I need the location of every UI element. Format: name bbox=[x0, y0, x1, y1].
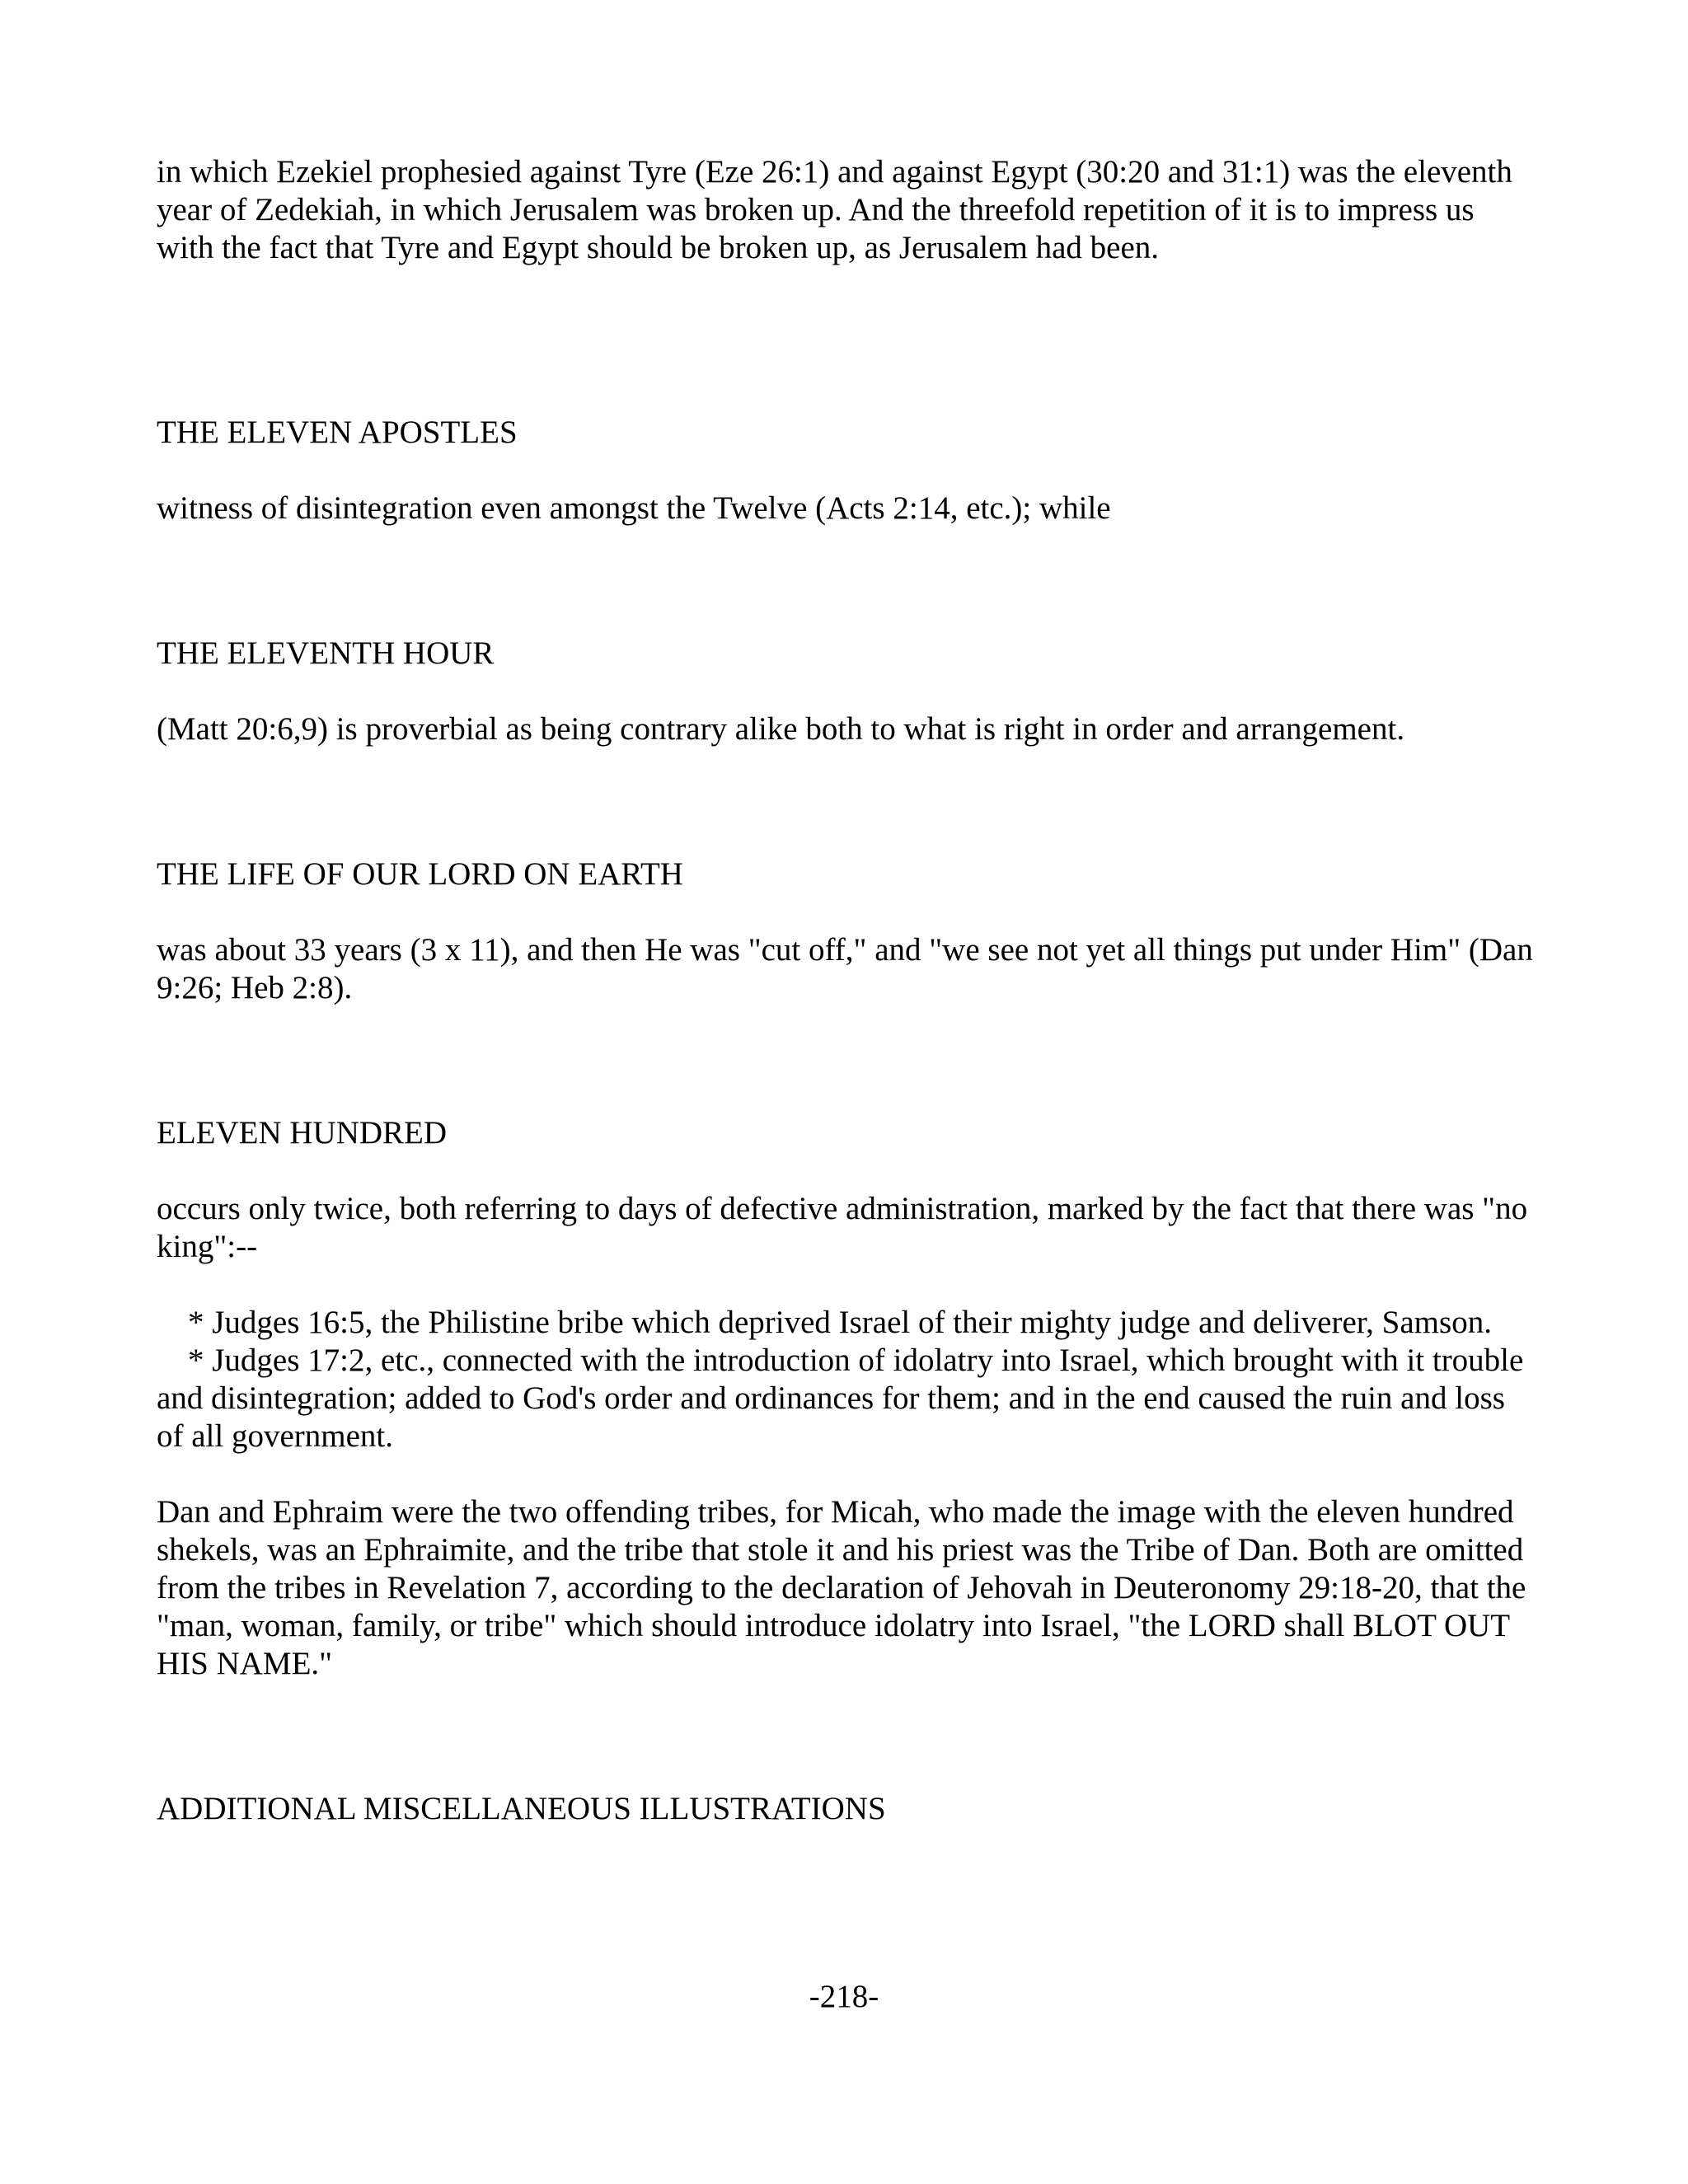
page-number: -218- bbox=[809, 1979, 879, 2014]
list-item-judges-17: * Judges 17:2, etc., connected with the introduction of idolatry into Israel, which brought with it trouble and disintegration; added to God's order and ordinances for them; and in the end caused the ruin and loss of all government. bbox=[157, 1343, 1524, 1454]
section-body-eleventh-hour: (Matt 20:6,9) is proverbial as being contrary alike both to what is right in order and arrangement. bbox=[157, 711, 1405, 747]
section-heading-additional-illustrations: ADDITIONAL MISCELLANEOUS ILLUSTRATIONS bbox=[157, 1791, 886, 1826]
section-body-eleven-hundred: occurs only twice, both referring to days of defective administration, marked by the fact that there was "no king":-- bbox=[157, 1191, 1528, 1264]
section-closing-eleven-hundred: Dan and Ephraim were the two offending tribes, for Micah, who made the image with the eleven hundred shekels, was an Ephraimite, and the tribe that stole it and his priest was the Tribe of Dan. Both are omitted from the tribes in Revelation 7, according to the declaration of Jehovah in Deuteronomy 29:18-20, that the "man, woman, family, or tribe" which should introduce idolatry into Israel, "the LORD shall BLOT OUT HIS NAME." bbox=[157, 1494, 1526, 1681]
section-body-life-of-our-lord: was about 33 years (3 x 11), and then He was "cut off," and "we see not yet all things put under Him" (Dan 9:26; Heb 2:8). bbox=[157, 932, 1533, 1005]
section-heading-eleven-apostles: THE ELEVEN APOSTLES bbox=[157, 415, 518, 450]
page-body bbox=[157, 153, 1537, 1828]
section-heading-eleventh-hour: THE ELEVENTH HOUR bbox=[157, 635, 495, 671]
section-heading-eleven-hundred: ELEVEN HUNDRED bbox=[157, 1115, 448, 1151]
section-body-eleven-apostles: witness of disintegration even amongst the Twelve (Acts 2:14, etc.); while bbox=[157, 490, 1111, 526]
intro-paragraph: in which Ezekiel prophesied against Tyre (Eze 26:1) and against Egypt (30:20 and 31:1) was the eleventh year of Zedekiah, in which Jerusalem was broken up. And the threefold repetition of it is to impress us with the fact that Tyre and Egypt should be broken up, as Jerusalem had been. bbox=[157, 154, 1512, 265]
section-heading-life-of-our-lord: THE LIFE OF OUR LORD ON EARTH bbox=[157, 856, 683, 892]
list-item-judges-16: * Judges 16:5, the Philistine bribe which deprived Israel of their mighty judge and deliverer, Samson. bbox=[188, 1305, 1492, 1340]
